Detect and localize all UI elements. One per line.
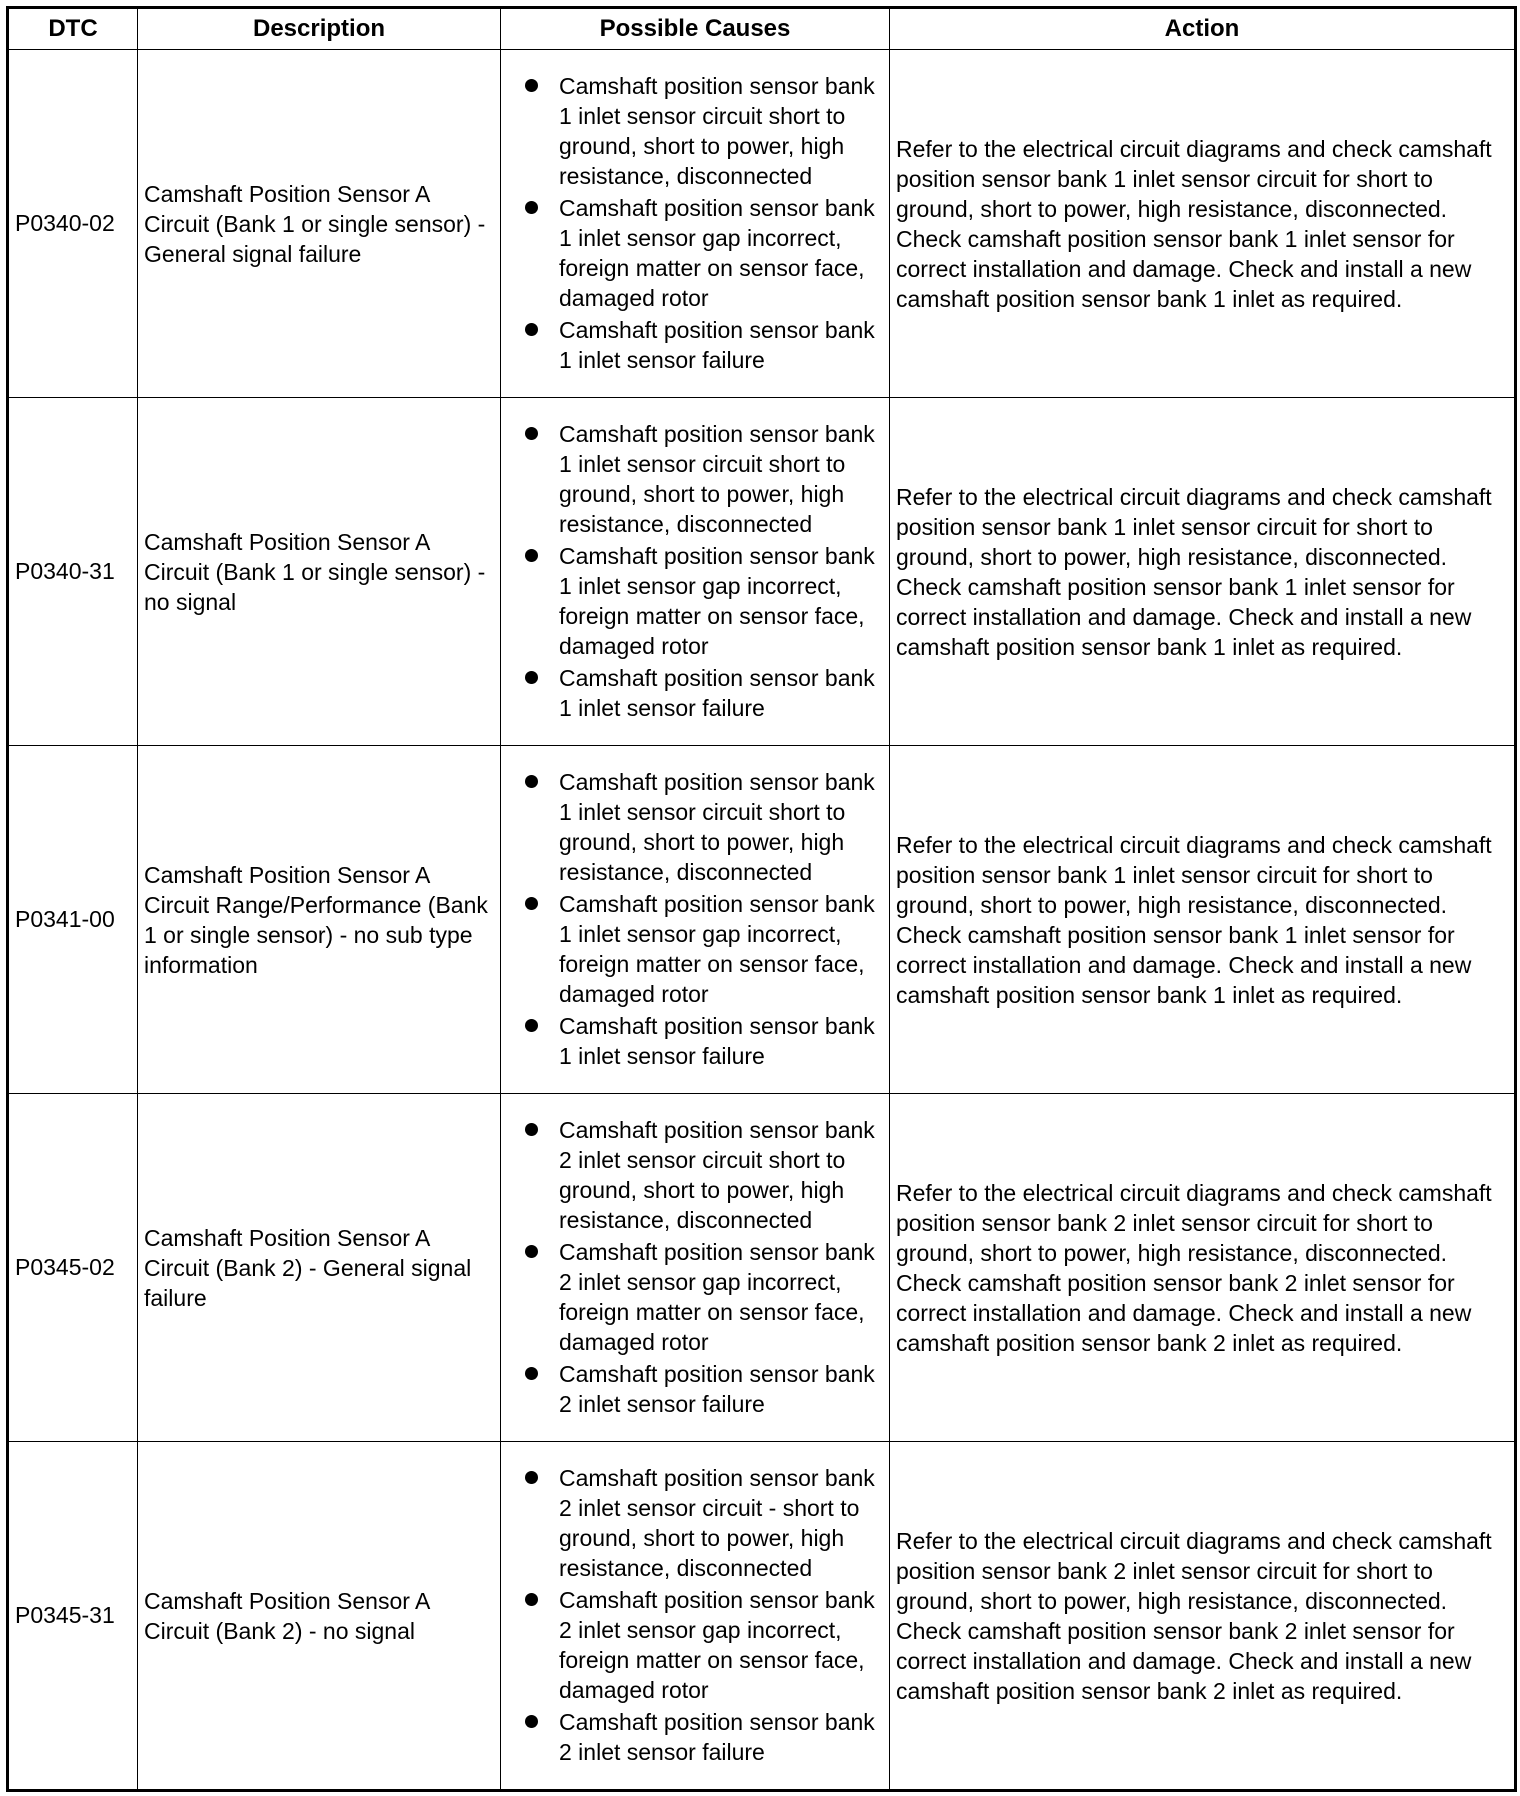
- cause-text: Camshaft position sensor bank 1 inlet sensor gap incorrect, foreign matter on sensor face, damaged rotor: [559, 542, 875, 659]
- action-text: Refer to the electrical circuit diagrams and check camshaft position sensor bank 1 inlet sensor circuit for short to ground, short to power, high resistance, disconnected. Check camshaft position sensor bank 1 inlet sensor for correct installation and damage. Check and install a new camshaft position sensor bank 1 inlet as required.: [890, 50, 1516, 398]
- bullet-icon: [525, 323, 538, 336]
- header-action: Action: [890, 8, 1516, 50]
- cause-item: [525, 193, 881, 313]
- possible-causes-cell: [501, 1094, 890, 1442]
- cause-item: [525, 71, 881, 191]
- table-row: [8, 1442, 1516, 1791]
- cause-text: Camshaft position sensor bank 1 inlet sensor circuit short to ground, short to power, high resistance, disconnected: [559, 768, 875, 885]
- bullet-icon: [525, 427, 538, 440]
- table-row: [8, 1094, 1516, 1442]
- cause-text: Camshaft position sensor bank 1 inlet sensor failure: [559, 316, 875, 373]
- possible-causes-cell: [501, 50, 890, 398]
- action-text: Refer to the electrical circuit diagrams and check camshaft position sensor bank 1 inlet sensor circuit for short to ground, short to power, high resistance, disconnected. Check camshaft position sensor bank 1 inlet sensor for correct installation and damage. Check and install a new camshaft position sensor bank 1 inlet as required.: [890, 746, 1516, 1094]
- action-text: Refer to the electrical circuit diagrams and check camshaft position sensor bank 2 inlet sensor circuit for short to ground, short to power, high resistance, disconnected. Check camshaft position sensor bank 2 inlet sensor for correct installation and damage. Check and install a new camshaft position sensor bank 2 inlet as required.: [890, 1094, 1516, 1442]
- cause-item: [525, 767, 881, 887]
- cause-item: [525, 1359, 881, 1419]
- cause-item: [525, 889, 881, 1009]
- cause-item: [525, 541, 881, 661]
- cause-text: Camshaft position sensor bank 1 inlet sensor circuit short to ground, short to power, high resistance, disconnected: [559, 420, 875, 537]
- table-row: [8, 50, 1516, 398]
- header-row: [8, 8, 1516, 50]
- bullet-icon: [525, 1019, 538, 1032]
- cause-text: Camshaft position sensor bank 2 inlet sensor circuit - short to ground, short to power, high resistance, disconnected: [559, 1464, 875, 1581]
- possible-causes-list: [525, 1463, 881, 1767]
- bullet-icon: [525, 1367, 538, 1380]
- cause-item: [525, 1707, 881, 1767]
- cause-text: Camshaft position sensor bank 2 inlet sensor failure: [559, 1360, 875, 1417]
- bullet-icon: [525, 79, 538, 92]
- table-body: [8, 50, 1516, 1791]
- bullet-icon: [525, 671, 538, 684]
- dtc-description: Camshaft Position Sensor A Circuit (Bank 1 or single sensor) - no signal: [138, 398, 501, 746]
- cause-item: [525, 419, 881, 539]
- cause-text: Camshaft position sensor bank 2 inlet sensor failure: [559, 1708, 875, 1765]
- dtc-code: P0345-02: [8, 1094, 138, 1442]
- bullet-icon: [525, 1245, 538, 1258]
- cause-item: [525, 1463, 881, 1583]
- dtc-code: P0340-02: [8, 50, 138, 398]
- cause-text: Camshaft position sensor bank 2 inlet sensor gap incorrect, foreign matter on sensor face, damaged rotor: [559, 1586, 875, 1703]
- bullet-icon: [525, 1715, 538, 1728]
- cause-text: Camshaft position sensor bank 2 inlet sensor gap incorrect, foreign matter on sensor face, damaged rotor: [559, 1238, 875, 1355]
- cause-item: [525, 663, 881, 723]
- dtc-description: Camshaft Position Sensor A Circuit (Bank 2) - no signal: [138, 1442, 501, 1791]
- bullet-icon: [525, 897, 538, 910]
- action-text: Refer to the electrical circuit diagrams and check camshaft position sensor bank 1 inlet sensor circuit for short to ground, short to power, high resistance, disconnected. Check camshaft position sensor bank 1 inlet sensor for correct installation and damage. Check and install a new camshaft position sensor bank 1 inlet as required.: [890, 398, 1516, 746]
- header-description: Description: [138, 8, 501, 50]
- cause-item: [525, 315, 881, 375]
- header-dtc: DTC: [8, 8, 138, 50]
- possible-causes-cell: [501, 746, 890, 1094]
- bullet-icon: [525, 775, 538, 788]
- possible-causes-list: [525, 767, 881, 1071]
- dtc-description: Camshaft Position Sensor A Circuit (Bank 2) - General signal failure: [138, 1094, 501, 1442]
- cause-item: [525, 1115, 881, 1235]
- cause-text: Camshaft position sensor bank 1 inlet sensor failure: [559, 664, 875, 721]
- dtc-description: Camshaft Position Sensor A Circuit Range/Performance (Bank 1 or single sensor) - no sub type information: [138, 746, 501, 1094]
- cause-item: [525, 1585, 881, 1705]
- bullet-icon: [525, 1123, 538, 1136]
- dtc-table: [6, 6, 1517, 1792]
- bullet-icon: [525, 1593, 538, 1606]
- possible-causes-list: [525, 71, 881, 375]
- header-possible-causes: Possible Causes: [501, 8, 890, 50]
- action-text: Refer to the electrical circuit diagrams and check camshaft position sensor bank 2 inlet sensor circuit for short to ground, short to power, high resistance, disconnected. Check camshaft position sensor bank 2 inlet sensor for correct installation and damage. Check and install a new camshaft position sensor bank 2 inlet as required.: [890, 1442, 1516, 1791]
- table-row: [8, 746, 1516, 1094]
- possible-causes-cell: [501, 398, 890, 746]
- dtc-code: P0341-00: [8, 746, 138, 1094]
- cause-item: [525, 1237, 881, 1357]
- cause-text: Camshaft position sensor bank 1 inlet sensor failure: [559, 1012, 875, 1069]
- possible-causes-list: [525, 1115, 881, 1419]
- cause-text: Camshaft position sensor bank 1 inlet sensor gap incorrect, foreign matter on sensor face, damaged rotor: [559, 194, 875, 311]
- dtc-code: P0345-31: [8, 1442, 138, 1791]
- dtc-description: Camshaft Position Sensor A Circuit (Bank 1 or single sensor) - General signal failure: [138, 50, 501, 398]
- possible-causes-list: [525, 419, 881, 723]
- dtc-table-sheet: [6, 6, 1517, 1792]
- cause-item: [525, 1011, 881, 1071]
- cause-text: Camshaft position sensor bank 1 inlet sensor circuit short to ground, short to power, high resistance, disconnected: [559, 72, 875, 189]
- cause-text: Camshaft position sensor bank 2 inlet sensor circuit short to ground, short to power, high resistance, disconnected: [559, 1116, 875, 1233]
- bullet-icon: [525, 549, 538, 562]
- dtc-code: P0340-31: [8, 398, 138, 746]
- bullet-icon: [525, 201, 538, 214]
- cause-text: Camshaft position sensor bank 1 inlet sensor gap incorrect, foreign matter on sensor face, damaged rotor: [559, 890, 875, 1007]
- possible-causes-cell: [501, 1442, 890, 1791]
- bullet-icon: [525, 1471, 538, 1484]
- table-row: [8, 398, 1516, 746]
